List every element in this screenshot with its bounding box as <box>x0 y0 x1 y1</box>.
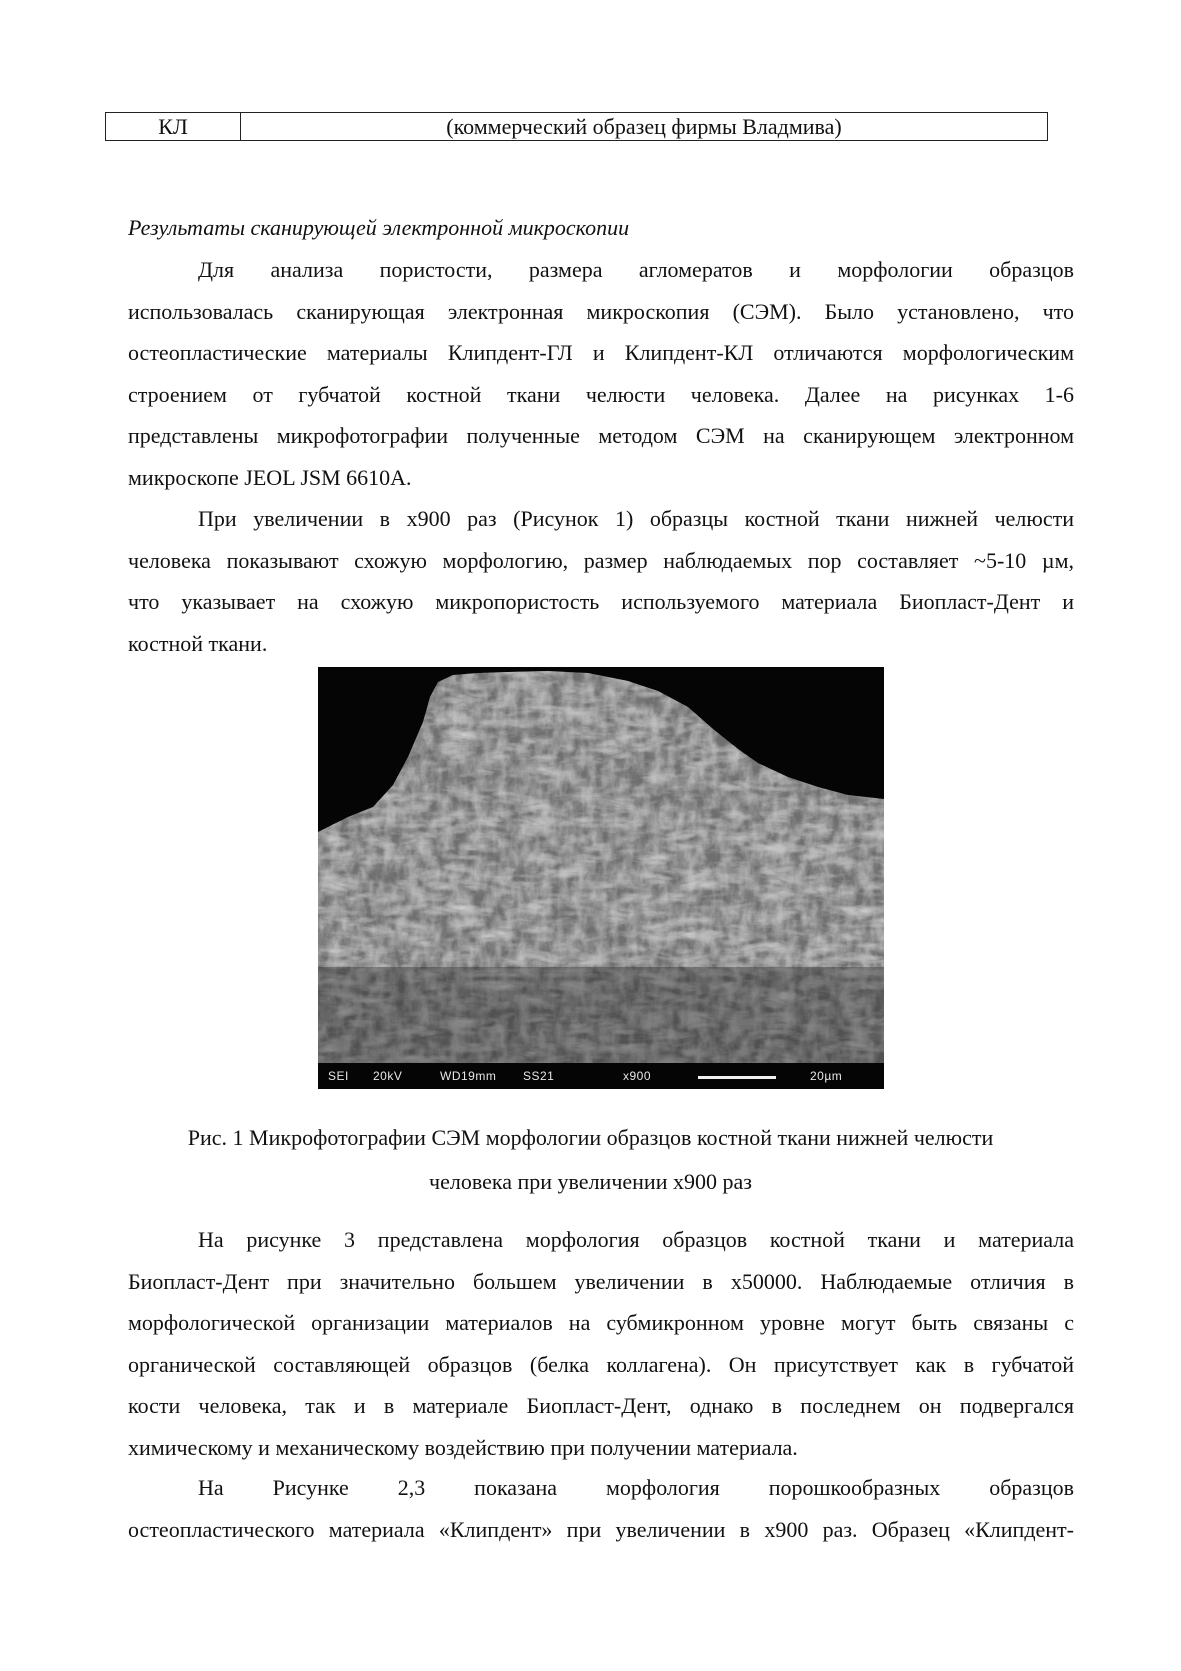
paragraph-line: костной ткани. <box>128 630 268 656</box>
paragraph-clipdent <box>128 1467 1074 1550</box>
caption-line: человека при увеличении x900 раз <box>429 1169 752 1194</box>
paragraph-high-magnification <box>128 1219 1074 1468</box>
table-fragment <box>105 112 1048 141</box>
paragraph-line: Для анализа пористости, размера агломератов и морфологии образцов <box>198 257 1074 282</box>
table-row <box>106 113 1048 141</box>
sem-mode-label: SEI <box>328 1069 349 1083</box>
paragraph-line: органической составляющей образцов (белка коллагена). Он присутствует как в губчатой <box>128 1351 1074 1377</box>
sem-info-bar <box>318 1063 884 1089</box>
sem-mag-label: x900 <box>623 1069 652 1083</box>
paragraph-line: На рисунке 3 представлена морфология образцов костной ткани и материала <box>198 1227 1074 1252</box>
paragraph-line: человека показывают схожую морфологию, размер наблюдаемых пор составляет ~5-10 µм, <box>128 547 1074 573</box>
paragraph-line: остеопластические материалы Клипдент-ГЛ и Клипдент-КЛ отличаются морфологическим <box>128 340 1074 365</box>
paragraph-line: кости человека, так и в материале Биопласт-Дент, однако в последнем он подвергался <box>128 1393 1074 1418</box>
table-cell-description: (коммерческий образец фирмы Владмива) <box>241 113 1048 141</box>
sem-micrograph <box>318 667 884 1089</box>
sem-scale-label: 20µm <box>810 1069 843 1083</box>
caption-line: Рис. 1 Микрофотографии СЭМ морфологии образцов костной ткани нижней челюсти <box>187 1125 994 1150</box>
table-cell-code: КЛ <box>106 113 241 141</box>
paragraph-line: представлены микрофотографии полученные методом СЭМ на сканирующем электронном <box>128 423 1074 448</box>
paragraph-line: использовалась сканирующая электронная микроскопия (СЭМ). Было установлено, что <box>128 298 1074 324</box>
sem-voltage-label: 20kV <box>373 1069 403 1083</box>
paragraph-line: химическому и механическому воздействию при получении материала. <box>128 1434 798 1460</box>
sem-image-texture <box>318 667 884 1089</box>
section-heading: Результаты сканирующей электронной микроскопии <box>128 215 630 240</box>
paragraph-line: остеопластического материала «Клипдент» при увеличении в x900 раз. Образец «Клипдент- <box>128 1516 1074 1542</box>
sem-ss-label: SS21 <box>523 1069 555 1083</box>
paragraph-line: При увеличении в x900 раз (Рисунок 1) образцы костной ткани нижней челюсти <box>198 506 1074 531</box>
paragraph-line: микроскопе JEOL JSM 6610A. <box>128 464 412 490</box>
paragraph-sem-analysis <box>128 249 1074 498</box>
scale-bar <box>698 1076 776 1079</box>
paragraph-line: морфологической организации материалов на субмикронном уровне могут быть связаны с <box>128 1310 1074 1335</box>
paragraph-line: На Рисунке 2,3 показана морфология порошкообразных образцов <box>198 1475 1074 1500</box>
paragraph-line: что указывает на схожую микропористость используемого материала Биопласт-Дент и <box>128 589 1074 614</box>
paragraph-line: Биопласт-Дент при значительно большем увеличении в x50000. Наблюдаемые отличия в <box>128 1268 1074 1294</box>
figure-caption <box>100 1116 1081 1204</box>
paragraph-magnification <box>128 498 1074 664</box>
sem-wd-label: WD19mm <box>440 1069 497 1083</box>
paragraph-line: строением от губчатой костной ткани челюсти человека. Далее на рисунках 1-6 <box>128 381 1074 407</box>
